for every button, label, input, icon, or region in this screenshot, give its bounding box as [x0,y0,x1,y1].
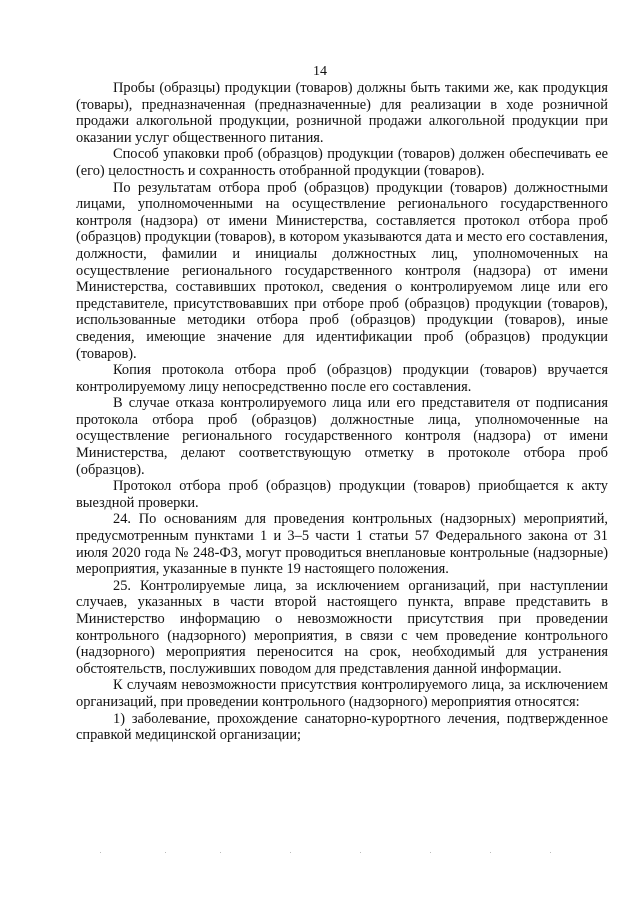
scan-noise [60,852,580,854]
paragraph-absence-cases: К случаям невозможности присутствия контролируемого лица, за исключением организаций, при проведении контрольного (надзорного) мероприятия относятся: [76,677,608,710]
page-number: 14 [313,64,327,79]
paragraph-item-25: 25. Контролируемые лица, за исключением организаций, при наступлении случаев, указанных в части второй настоящего пункта, вправе представить в Министерство информацию о невозможности присутствия при проведении контрольного (надзорного) мероприятия, в связи с чем проведение контрольного (надзорного) мероприятия переносится на срок, необходимый для устранения обстоятельств, послуживших поводом для представления данной информации. [76,577,608,677]
document-body [76,80,608,744]
paragraph-packaging: Способ упаковки проб (образцов) продукции (товаров) должен обеспечивать ее (его) целостность и сохранность отобранной продукции (товаров). [76,146,608,179]
paragraph-case-1: 1) заболевание, прохождение санаторно-курортного лечения, подтвержденное справкой медицинской организации; [76,710,608,744]
paragraph-sampling-protocol: По результатам отбора проб (образцов) продукции (товаров) должностными лицами, уполномоченными на осуществление регионального государственного контроля (надзора) от имени Министерства, составляется протокол отбора проб (образцов) продукции (товаров), в котором указываются дата и место его составления, должности, фамилии и инициалы должностных лиц, уполномоченных на осуществление регионального государственного контроля (надзора) от имени Министерства, составивших протокол, сведения о контролируемом лице или его представителе, присутствовавших при отборе проб (образцов) продукции (товаров), использованные методики отбора проб (образцов) продукции (товаров), иные сведения, имеющие значение для идентификации проб (образцов) продукции (товаров). [76,179,608,362]
paragraph-protocol-attached: Протокол отбора проб (образцов) продукции (товаров) приобщается к акту выездной проверки. [76,478,608,511]
paragraph-item-24: 24. По основаниям для проведения контрольных (надзорных) мероприятий, предусмотренным пунктами 1 и 3–5 части 1 статьи 57 Федерального закона от 31 июля 2020 года № 248-ФЗ, могут проводиться внеплановые контрольные (надзорные) мероприятия, указанные в пункте 19 настоящего положения. [76,511,608,578]
paragraph-protocol-copy: Копия протокола отбора проб (образцов) продукции (товаров) вручается контролируемому лицу непосредственно после его составления. [76,362,608,395]
paragraph-samples-requirements: Пробы (образцы) продукции (товаров) должны быть такими же, как продукция (товары), предназначенная (предназначенные) для реализации в ходе розничной продажи алкогольной продукции, розничной продажи алкогольной продукции при оказании услуг общественного питания. [76,80,608,146]
paragraph-refusal-to-sign: В случае отказа контролируемого лица или его представителя от подписания протокола отбора проб (образцов) должностные лица, уполномоченные на осуществление регионального государственного контроля (надзора) от имени Министерства, делают соответствующую отметку в протоколе отбора проб (образцов). [76,395,608,478]
